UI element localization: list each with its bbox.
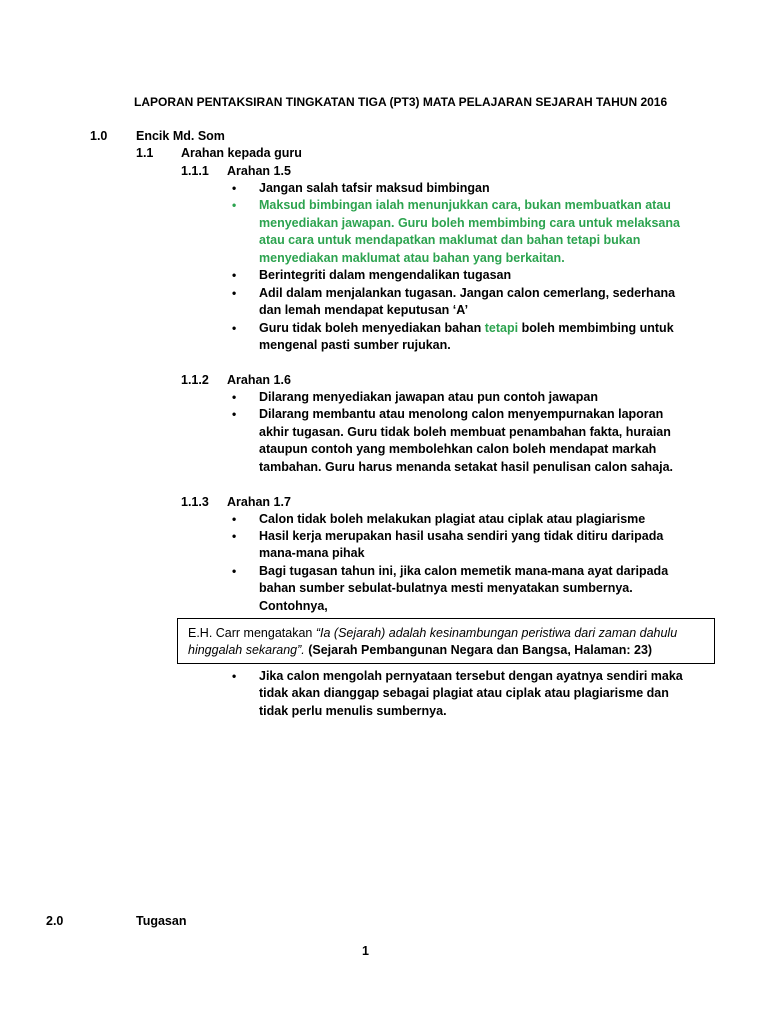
arahan-1-7-bullet-4-line-3: tidak perlu menulis sumbernya.	[259, 704, 447, 718]
arahan-1-5-bullet-5-line-1	[259, 320, 674, 338]
arahan-1-5-bullet-2-line-2: menyediakan jawapan. Guru boleh membimbing cara untuk melaksana	[259, 216, 680, 230]
subsection-number: 1.1	[136, 146, 154, 160]
arahan-1-5-number: 1.1.1	[181, 164, 209, 178]
arahan-1-7-bullet-1: Calon tidak boleh melakukan plagiat atau ciplak atau plagiarisme	[259, 512, 646, 526]
bullet-icon: •	[232, 181, 237, 195]
arahan-1-6-bullet-2-line-1: Dilarang membantu atau menolong calon menyempurnakan laporan	[259, 407, 664, 421]
subsection-heading: Arahan kepada guru	[181, 146, 302, 160]
quote-author: E.H. Carr mengatakan	[188, 626, 316, 640]
section-2-number: 2.0	[46, 914, 64, 928]
quote-box	[177, 618, 715, 664]
bullet-5-highlight: tetapi	[484, 321, 519, 335]
arahan-1-7-bullet-4-line-1: Jika calon mengolah pernyataan tersebut dengan ayatnya sendiri maka	[259, 669, 683, 683]
arahan-1-7-bullet-3-line-3: Contohnya,	[259, 599, 328, 613]
section-1-number: 1.0	[90, 129, 108, 143]
arahan-1-7-bullet-3-line-2: bahan sumber sebulat-bulatnya mesti menyatakan sumbernya.	[259, 581, 633, 595]
bullet-icon: •	[232, 669, 237, 683]
quote-line-2	[188, 642, 704, 659]
arahan-1-5-bullet-2-line-1: Maksud bimbingan ialah menunjukkan cara, bukan membuatkan atau	[259, 198, 671, 212]
arahan-1-5-bullet-1: Jangan salah tafsir maksud bimbingan	[259, 181, 490, 195]
arahan-1-7-bullet-4-line-2: tidak akan dianggap sebagai plagiat atau ciplak atau plagiarisme dan	[259, 686, 669, 700]
bullet-5-text-a: Guru tidak boleh menyediakan bahan	[259, 321, 485, 335]
arahan-1-7-bullet-2-line-2: mana-mana pihak	[259, 546, 365, 560]
quote-line-1	[188, 625, 704, 642]
arahan-1-6-number: 1.1.2	[181, 373, 209, 387]
arahan-1-6-heading: Arahan 1.6	[227, 373, 291, 387]
quote-text-2: hinggalah sekarang”.	[188, 643, 305, 657]
document-title: LAPORAN PENTAKSIRAN TINGKATAN TIGA (PT3) MATA PELAJARAN SEJARAH TAHUN 2016	[134, 95, 668, 109]
section-1-heading: Encik Md. Som	[136, 129, 225, 143]
quote-text-1: “Ia (Sejarah) adalah kesinambungan peristiwa dari zaman dahulu	[315, 626, 678, 640]
bullet-icon: •	[232, 529, 237, 543]
arahan-1-7-number: 1.1.3	[181, 495, 209, 509]
arahan-1-6-bullet-2-line-2: akhir tugasan. Guru tidak boleh membuat penambahan fakta, huraian	[259, 425, 671, 439]
bullet-icon: •	[232, 286, 237, 300]
section-2-heading: Tugasan	[136, 914, 187, 928]
arahan-1-7-bullet-2-line-1: Hasil kerja merupakan hasil usaha sendiri yang tidak ditiru daripada	[259, 529, 664, 543]
bullet-icon: •	[232, 390, 237, 404]
bullet-icon: •	[232, 198, 237, 212]
bullet-icon: •	[232, 564, 237, 578]
bullet-icon: •	[232, 512, 237, 526]
bullet-icon: •	[232, 407, 237, 421]
quote-source: (Sejarah Pembangunan Negara dan Bangsa, Halaman: 23)	[304, 643, 653, 657]
arahan-1-6-bullet-2-line-4: tambahan. Guru harus menanda setakat hasil penulisan calon sahaja.	[259, 460, 674, 474]
arahan-1-5-bullet-4-line-2: dan lemah mendapat keputusan ‘A’	[259, 303, 469, 317]
bullet-icon: •	[232, 321, 237, 335]
arahan-1-5-heading: Arahan 1.5	[227, 164, 291, 178]
arahan-1-5-bullet-4-line-1: Adil dalam menjalankan tugasan. Jangan calon cemerlang, sederhana	[259, 286, 676, 300]
arahan-1-5-bullet-2-line-4: menyediakan maklumat atau bahan yang berkaitan.	[259, 251, 565, 265]
bullet-5-text-b: boleh membimbing untuk	[518, 321, 674, 335]
bullet-icon: •	[232, 268, 237, 282]
page-number: 1	[362, 944, 369, 958]
arahan-1-5-bullet-5-line-2: mengenal pasti sumber rujukan.	[259, 338, 451, 352]
arahan-1-6-bullet-2-line-3: ataupun contoh yang membolehkan calon boleh mendapat markah	[259, 442, 657, 456]
arahan-1-6-bullet-1: Dilarang menyediakan jawapan atau pun contoh jawapan	[259, 390, 598, 404]
arahan-1-5-bullet-3: Berintegriti dalam mengendalikan tugasan	[259, 268, 512, 282]
arahan-1-7-heading: Arahan 1.7	[227, 495, 291, 509]
arahan-1-7-bullet-3-line-1: Bagi tugasan tahun ini, jika calon memetik mana-mana ayat daripada	[259, 564, 669, 578]
arahan-1-5-bullet-2-line-3: atau cara untuk mendapatkan maklumat dan bahan tetapi bukan	[259, 233, 641, 247]
